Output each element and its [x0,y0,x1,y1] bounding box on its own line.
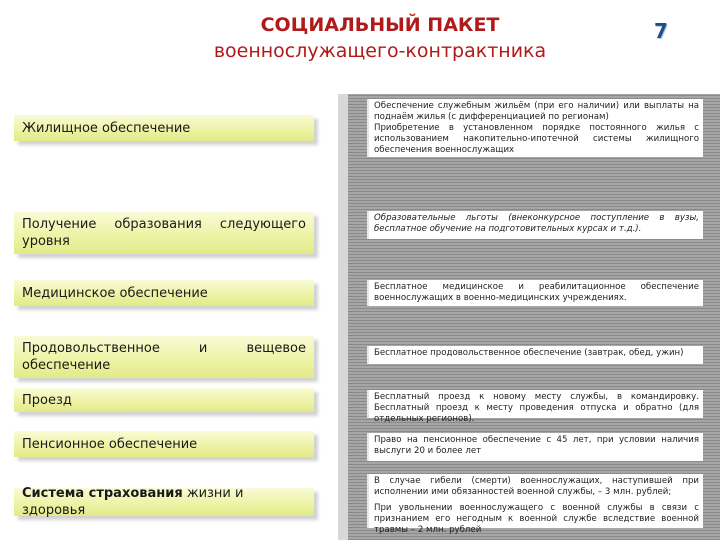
detail-text: Бесплатный проезд к новому месту службы, в командировку. Бесплатный проезд к месту проведения отпуска и обратно (для отдельных регионов). [374,392,699,424]
category-label: Проезд [22,392,72,408]
detail-travel [367,390,703,424]
category-travel [14,388,314,412]
detail-text: Приобретение в установленном порядке постоянного жилья с использованием накопительно-ипотечной системы жилищного обеспечения военнослужащих [374,123,699,155]
category-insurance [14,488,314,516]
detail-pension [367,433,703,461]
detail-medical [367,280,703,306]
category-label [22,485,306,519]
category-label-bold: Система страхования [22,486,183,501]
detail-housing [367,99,703,157]
category-housing [14,115,314,141]
slide-number: 7 [654,19,668,43]
category-label: Пенсионное обеспечение [22,436,198,452]
category-pension [14,431,314,457]
detail-text: Бесплатное продовольственное обеспечение (завтрак, обед, ужин) [374,348,684,358]
category-label: Медицинское обеспечение [22,285,208,301]
details-column-shade [338,94,348,540]
page-subtitle: военнослужащего-контрактника [213,40,547,62]
category-label: Получение образования следующего уровня [22,217,306,249]
detail-text: В случае гибели (смерти) военнослужащих, наступившей при исполнении ими обязанностей военной службы, – 3 млн. рублей; [374,476,699,497]
category-medical [14,280,314,306]
category-label: Продовольственное и вещевое обеспечение [22,341,306,373]
category-label: Жилищное обеспечение [22,120,191,136]
detail-insurance [367,474,703,535]
page-title: СОЦИАЛЬНЫЙ ПАКЕТ [260,14,500,36]
detail-text: Обеспечение служебным жильём (при его наличии) или выплаты на поднаём жилья (с дифференциацией по регионам) [374,101,699,122]
category-food-clothing [14,336,314,378]
detail-education [367,211,703,239]
detail-text: Бесплатное медицинское и реабилитационное обеспечение военнослужащих в военно-медицинских учреждениях. [374,282,699,303]
detail-text: Право на пенсионное обеспечение с 45 лет, при условии наличия выслуги 20 и более лет [374,435,699,456]
category-education [14,212,314,254]
detail-food [367,346,703,364]
detail-text: Образовательные льготы (внеконкурсное поступление в вузы, бесплатное обучение на подготовительных курсах и т.д.). [374,213,699,234]
detail-text: При увольнении военнослужащего с военной службы в связи с признанием его негодным к военной службе вследствие военной травмы – 2 млн. рублей [374,503,699,535]
category-label-rest: жизни и здоровья [22,486,244,518]
